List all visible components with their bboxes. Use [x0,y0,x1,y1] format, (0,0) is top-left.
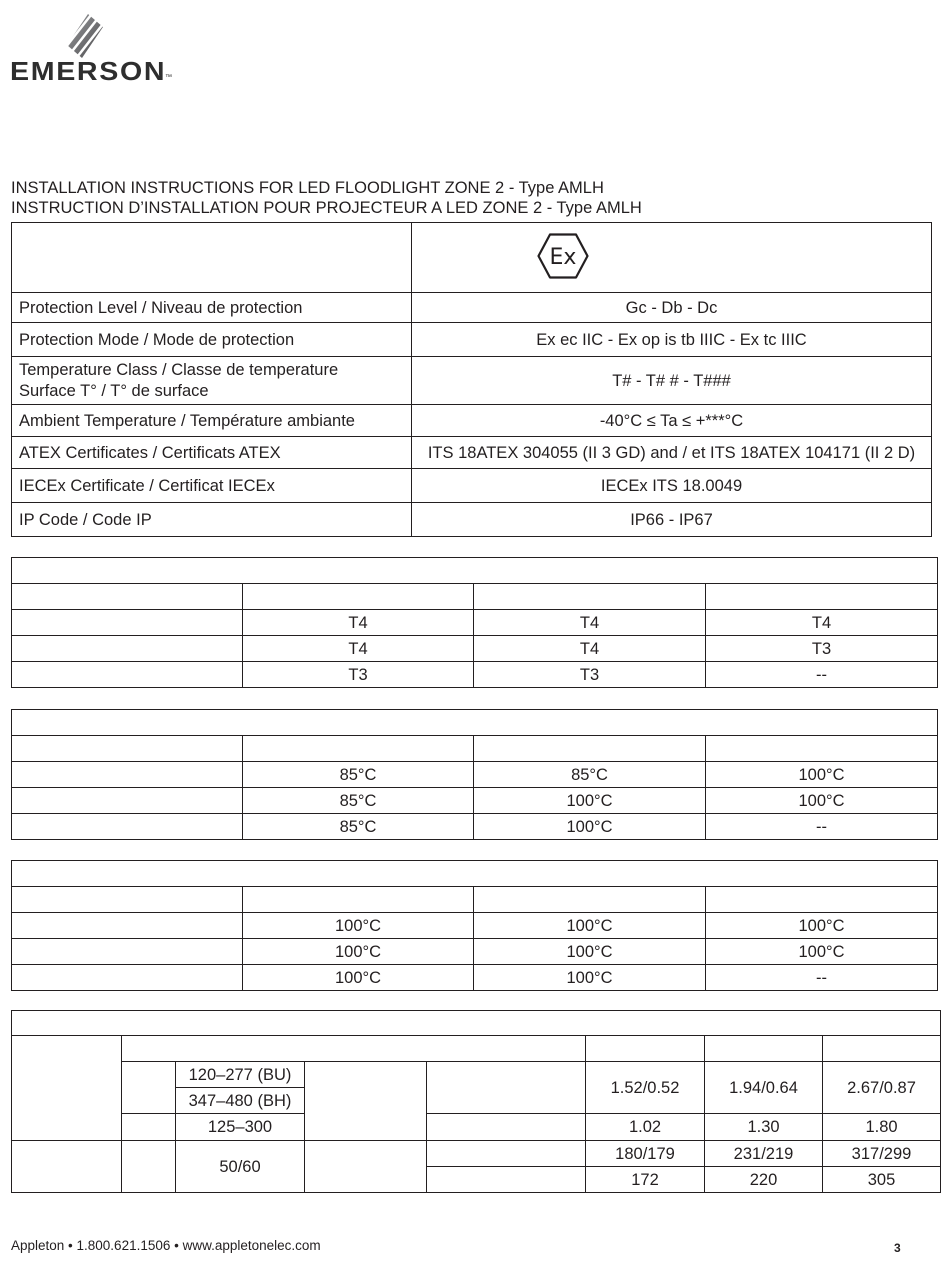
table-cell: T4 [474,636,706,662]
marking-label: IECEx Certificate / Certificat IECEx [12,469,412,503]
table-title-row [12,861,938,887]
marking-value: IECEx ITS 18.0049 [412,469,932,503]
blank-cell [427,1167,586,1193]
table-cell: 85°C [243,788,474,814]
row-label-cell [12,662,243,688]
header-cell [243,736,474,762]
table-cell: 100°C [706,762,938,788]
row-label-cell [12,939,243,965]
header-cell [474,887,706,913]
table-row [12,814,938,840]
row-label-cell [12,814,243,840]
page-number: 3 [894,1241,901,1255]
marking-row [12,469,932,503]
marking-header-symbol-cell [412,223,932,293]
table-cell: T4 [243,636,474,662]
header-cell [12,736,243,762]
marking-value: Gc - Db - Dc [412,293,932,323]
temperature-class-table [11,557,938,688]
marking-value: -40°C ≤ Ta ≤ +***°C [412,405,932,437]
table-cell: T4 [706,610,938,636]
row-label-cell [12,913,243,939]
table-title-cell [12,710,938,736]
table-cell: 85°C [243,762,474,788]
marking-label-secondary: Surface T° / T° de surface [19,381,209,400]
table-row [12,636,938,662]
marking-row [12,357,932,405]
marking-row [12,437,932,469]
table-cell: 1.30 [705,1114,823,1141]
marking-row [12,503,932,537]
table-cell: 1.80 [823,1114,941,1141]
table-cell: 220 [705,1167,823,1193]
header-cell [12,584,243,610]
marking-header-row [12,223,932,293]
footer-contact: Appleton • 1.800.621.1506 • www.appletonelec.com [11,1238,321,1253]
blank-cell [305,1062,427,1141]
table-title-cell [12,1011,941,1036]
table-cell: -- [706,662,938,688]
blank-cell [305,1141,427,1193]
header-cell [586,1036,705,1062]
table-cell: 100°C [474,939,706,965]
table-cell: 100°C [474,913,706,939]
table-cell: T3 [474,662,706,688]
header-cell [474,736,706,762]
row-label-cell [12,610,243,636]
table-cell: 100°C [706,913,938,939]
brand-wordmark: EMERSON [10,56,167,86]
row-label-cell [12,788,243,814]
marking-label: Temperature Class / Classe de temperature [19,360,339,379]
table-cell: 1.52/0.52 [586,1062,705,1114]
marking-table [11,222,932,537]
ex-hexagon-icon [537,233,589,279]
surface-temperature-table-2 [11,860,938,991]
row-label-cell [12,636,243,662]
marking-label: IP Code / Code IP [12,503,412,537]
marking-label: Ambient Temperature / Température ambiante [12,405,412,437]
blank-cell [122,1141,176,1193]
table-row [12,939,938,965]
table-header-row [12,1036,941,1062]
table-cell: 100°C [243,965,474,991]
table-cell: 100°C [474,814,706,840]
document-title-fr: INSTRUCTION D’INSTALLATION POUR PROJECTEUR A LED ZONE 2 - Type AMLH [11,199,642,217]
marking-value: IP66 - IP67 [412,503,932,537]
table-cell: 305 [823,1167,941,1193]
table-row [12,788,938,814]
frequency-cell: 50/60 [176,1141,305,1193]
marking-row [12,323,932,357]
voltage-cell: 120–277 (BU) [176,1062,305,1088]
table-row [12,762,938,788]
table-header-row [12,887,938,913]
table-cell: 85°C [474,762,706,788]
table-title-cell [12,861,938,887]
emerson-logo-icon [66,13,104,59]
table-cell: 172 [586,1167,705,1193]
brand-trademark: ™ [165,74,172,81]
table-cell: 180/179 [586,1141,705,1167]
table-cell: 100°C [706,788,938,814]
table-title-row [12,710,938,736]
table-row [12,1141,941,1167]
table-cell: 100°C [243,939,474,965]
table-title-cell [12,558,938,584]
table-cell: 2.67/0.87 [823,1062,941,1114]
table-cell: T4 [474,610,706,636]
table-row [12,1062,941,1088]
table-row [12,610,938,636]
table-header-row [12,584,938,610]
voltage-cell: 125–300 [176,1114,305,1141]
header-cell [706,887,938,913]
blank-cell [427,1062,586,1114]
row-label-cell [12,965,243,991]
voltage-cell: 347–480 (BH) [176,1088,305,1114]
row-label-cell [12,762,243,788]
surface-temperature-table-1 [11,709,938,840]
header-cell [706,584,938,610]
header-cell [705,1036,823,1062]
table-cell: 100°C [706,939,938,965]
header-cell [243,584,474,610]
ex-symbol-text: Ex [549,245,577,270]
marking-row [12,405,932,437]
header-cell [12,887,243,913]
table-cell: 231/219 [705,1141,823,1167]
table-cell: 100°C [243,913,474,939]
blank-cell [122,1114,176,1141]
table-row [12,913,938,939]
table-cell: 317/299 [823,1141,941,1167]
table-row [12,1114,941,1141]
header-cell [122,1036,586,1062]
header-cell [243,887,474,913]
header-cell [706,736,938,762]
marking-label-cell [12,357,412,405]
marking-label: Protection Mode / Mode de protection [12,323,412,357]
blank-cell [427,1141,586,1167]
document-title-en: INSTALLATION INSTRUCTIONS FOR LED FLOODLIGHT ZONE 2 - Type AMLH [11,179,604,197]
table-cell: 1.02 [586,1114,705,1141]
table-row [12,662,938,688]
table-cell: 100°C [474,965,706,991]
marking-label: Protection Level / Niveau de protection [12,293,412,323]
table-row [12,965,938,991]
table-cell: 1.94/0.64 [705,1062,823,1114]
marking-value: ITS 18ATEX 304055 (II 3 GD) and / et ITS 18ATEX 104171 (II 2 D) [412,437,932,469]
marking-value: Ex ec IIC - Ex op is tb IIIC - Ex tc IIIC [412,323,932,357]
marking-row [12,293,932,323]
table-cell: 85°C [243,814,474,840]
table-title-row [12,558,938,584]
marking-label: ATEX Certificates / Certificats ATEX [12,437,412,469]
table-header-row [12,736,938,762]
group-label-cell [12,1141,122,1193]
marking-header-blank-cell [12,223,412,293]
table-cell: T3 [243,662,474,688]
table-cell: -- [706,965,938,991]
header-cell [823,1036,941,1062]
header-cell [474,584,706,610]
table-cell: -- [706,814,938,840]
electrical-ratings-table [11,1010,941,1193]
table-cell: T3 [706,636,938,662]
marking-value: T# - T# # - T### [412,357,932,405]
blank-cell [122,1062,176,1114]
table-cell: T4 [243,610,474,636]
table-title-row [12,1011,941,1036]
table-cell: 100°C [474,788,706,814]
group-label-cell [12,1036,122,1141]
blank-cell [427,1114,586,1141]
